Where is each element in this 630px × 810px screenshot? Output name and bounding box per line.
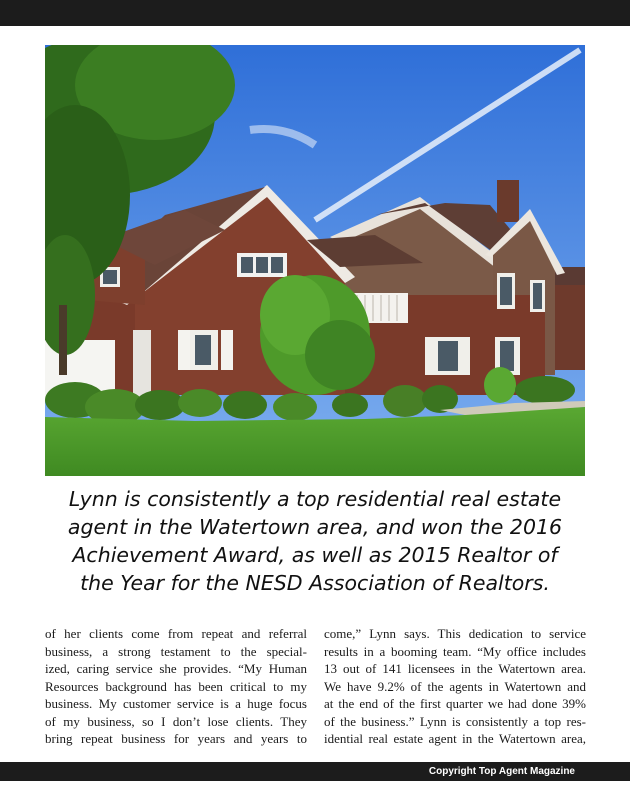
article-line: business. My customer service is a huge focus [45,696,307,711]
pull-quote-line: Lynn is consistently a top residential real estate [68,487,562,511]
house-photo [45,45,585,476]
article-column-right [324,625,586,748]
article-line: of my business, so I don’t lose clients. They [45,713,307,729]
article-line: bring repeat business for years and years to [45,731,307,746]
pull-quote-line: Achievement Award, as well as 2015 Realtor of [72,543,558,567]
article-line: Resources background has been critical to my [45,678,307,694]
article-line: We have 9.2% of the agents in Watertown and [324,678,586,694]
article-line: of her clients come from repeat and referral [45,626,307,641]
article-line: results in a booming team. “My office includes [324,643,586,659]
top-bar [0,0,630,26]
copyright-text: Copyright Top Agent Magazine [428,766,575,777]
article-line: at the end of the first quarter we had done 39% [324,696,586,711]
footer-bar [0,762,630,781]
pull-quote-line: the Year for the NESD Association of Realtors. [80,571,550,595]
pull-quote-line: agent in the Watertown area, and won the 2016 [67,515,563,539]
article-line: idential real estate agent in the Watertown area, [324,731,586,746]
article-line: 13 out of 141 licensees in the Watertown area. [324,661,586,676]
pull-quote [45,485,585,597]
article-line: business, a strong testament to the special- [45,643,307,659]
article-line: ized, caring service she provides. “My Human [45,661,307,676]
house-photo-illustration [45,45,585,476]
article-line: of the business.” Lynn is consistently a top res- [324,713,586,729]
article-line: come,” Lynn says. This dedication to service [324,626,586,641]
article-column-left [45,625,307,748]
